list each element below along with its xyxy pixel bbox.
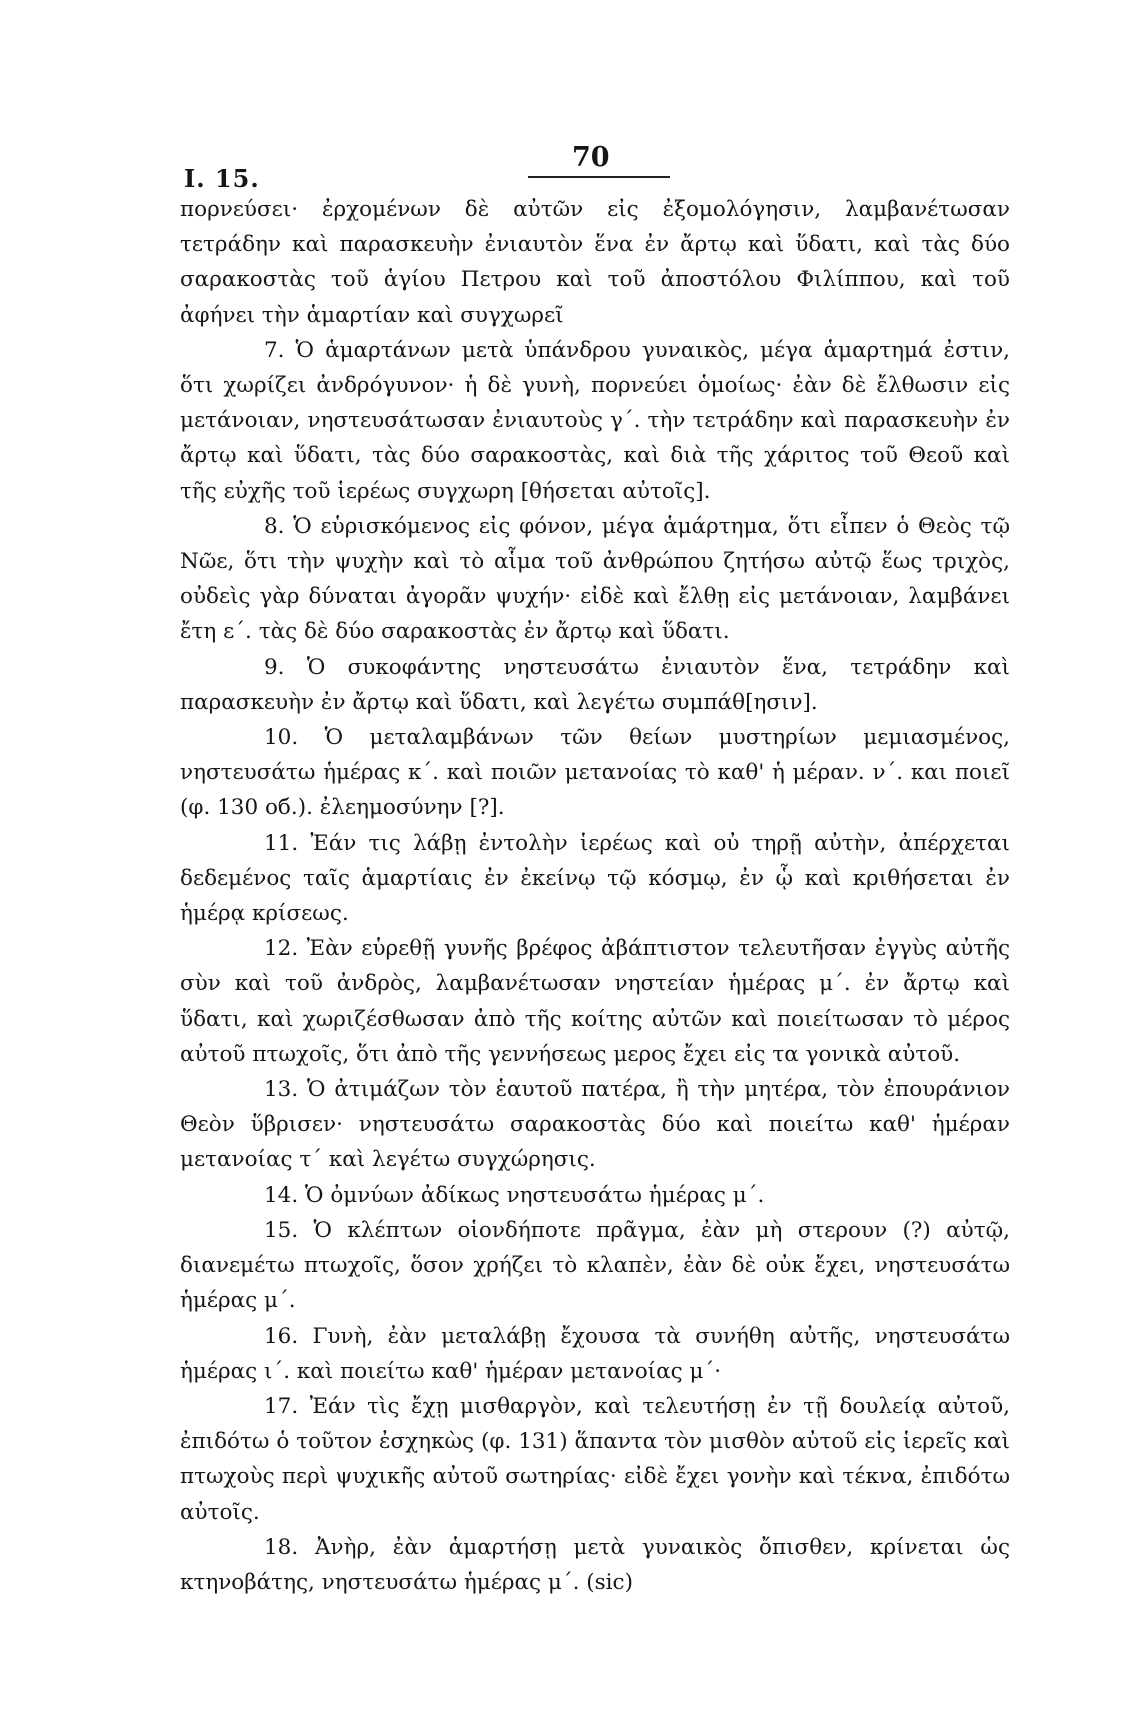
paragraph-18: 18. Ἀνὴρ, ἐὰν ἁμαρτήσῃ μετὰ γυναικὸς ὄπισθεν, κρίνεται ὡς κτηνοβάτης, νηστευσάτω ἡμέρας μ΄. (sic) — [180, 1534, 1010, 1595]
paragraph-10: 10. Ὁ μεταλαμβάνων τῶν θείων μυστηρίων μεμιασμένος, νηστευσάτω ἡμέρας κ΄. καὶ ποιῶν μετανοίας τὸ καθ' ἡ μέραν. ν΄. και ποιεῖ (φ. 130 οб.). ἐλεημοσύνην [?]. — [180, 725, 1010, 821]
paragraph-8: 8. Ὁ εὑρισκόμενος εἰς φόνον, μέγα ἁμάρτημα, ὅτι εἶπεν ὁ Θεὸς τῷ Νῶε, ὅτι τὴν ψυχὴν καὶ τὸ αἷμα τοῦ ἀνθρώπου ζητήσω αὐτῷ ἕως τριχὸς, οὐδεὶς γὰρ δύναται ἀγορᾶν ψυχήν· εἰδὲ καὶ ἔλθῃ εἰς μετάνοιαν, λαμβάνει ἔτη ε΄. τὰς δὲ δύο σαρακοστὰς ἐν ἄρτῳ καὶ ὕδατι. — [180, 513, 1010, 645]
paragraph-11: 11. Ἐάν τις λάβῃ ἐντολὴν ἱερέως καὶ οὐ τηρῇ αὐτὴν, ἀπέρχεται δεδεμένος ταῖς ἁμαρτίαις ἐν ἐκείνῳ τῷ κόσμῳ, ἐν ᾧ καὶ κριθήσεται ἐν ἡμέρᾳ κρίσεως. — [180, 830, 1010, 927]
paragraph-continuation: πορνεύσει· ἐρχομένων δὲ αὐτῶν εἰς ἐξομολόγησιν, λαμβανέτωσαν τετράδην καὶ παρασκευὴν ἐνιαυτὸν ἕνα ἐν ἄρτῳ καὶ ὕδατι, καὶ τὰς δύο σαρακοστὰς τοῦ ἁγίου Πετρου καὶ τοῦ ἀποστόλου Φιλίππου, καὶ τοῦ ἀφήνει τὴν ἁμαρτίαν καὶ συγχωρεῖ — [180, 197, 1010, 328]
paragraph-9: 9. Ὁ συκοφάντης νηστευσάτω ἐνιαυτὸν ἕνα, τετράδην καὶ παρασκευὴν ἐν ἄρτῳ καὶ ὕδατι, καὶ λεγέτω συμπάθ[ησιν]. — [180, 654, 1010, 715]
paragraph-16: 16. Γυνὴ, ἐὰν μεταλάβῃ ἔχουσα τὰ συνήθη αὐτῆς, νηστευσάτω ἡμέρας ι΄. καὶ ποιείτω καθ' ἡμέραν μετανοίας μ΄· — [180, 1323, 1010, 1384]
paragraph-7: 7. Ὁ ἁμαρτάνων μετὰ ὑπάνδρου γυναικὸς, μέγα ἁμαρτημά ἐστιν, ὅτι χωρίζει ἀνδρόγυνον· ἡ δὲ γυνὴ, πορνεύει ὁμοίως· ἐὰν δὲ ἔλθωσιν εἰς μετάνοιαν, νηστευσάτωσαν ἐνιαυτοὺς γ΄. τὴν τετράδην καὶ παρασκευὴν ἐν ἄρτῳ καὶ ὕδατι, τὰς δύο σαρακοστὰς, καὶ διὰ τῆς χάριτος τοῦ Θεοῦ καὶ τῆς εὐχῆς τοῦ ἱερέως συγχωρη [θήσεται αὐτοῖς]. — [180, 337, 1010, 504]
paragraph-12: 12. Ἐὰν εὑρεθῇ γυνῆς βρέφος ἀβάπτιστον τελευτῆσαν ἐγγὺς αὐτῆς σὺν καὶ τοῦ ἀνδρὸς, λαμβανέτωσαν νηστείαν ἡμέρας μ΄. ἐν ἄρτῳ καὶ ὕδατι, καὶ χωριζέσθωσαν ἀπὸ τῆς κοίτης αὐτῶν καὶ ποιείτωσαν τὸ μέρος αὐτοῦ πτωχοῖς, ὅτι ἀπὸ τῆς γεννήσεως μερος ἔχει εἰς τα γονικὰ αὐτοῦ. — [180, 936, 1010, 1067]
page-number: 70 — [572, 142, 610, 173]
paragraph-15: 15. Ὁ κλέπτων οἱονδήποτε πρᾶγμα, ἐὰν μὴ στερουν (?) αὐτῷ, διανεμέτω πτωχοῖς, ὅσον χρήζει τὸ κλαπὲν, ἐὰν δὲ οὐκ ἔχει, νηστευσάτω ἡμέρας μ΄. — [180, 1217, 1010, 1314]
paragraph-13: 13. Ὁ ἀτιμάζων τὸν ἑαυτοῦ πατέρα, ἢ τὴν μητέρα, τὸν ἐπουράνιον Θεὸν ὕβρισεν· νηστευσάτω σαρακοστὰς δύο καὶ ποιείτω καθ' ἡμέραν μετανοίας τ΄ καὶ λεγέτω συγχώρησις. — [180, 1077, 1010, 1173]
text-body — [180, 192, 1010, 1600]
header-rule — [528, 176, 670, 178]
paragraph-14: 14. Ὁ ὀμνύων ἀδίκως νηστευσάτω ἡμέρας μ΄. — [264, 1182, 765, 1208]
paragraph-17: 17. Ἐάν τὶς ἔχῃ μισθαργὸν, καὶ τελευτήσῃ ἐν τῇ δουλείᾳ αὐτοῦ, ἐπιδότω ὁ τοῦτον ἐσχηκὼς (φ. 131) ἅπαντα τὸν μισθὸν αὐτοῦ εἰς ἱερεῖς καὶ πτωχοὺς περὶ ψυχικῆς αὐτοῦ σωτηρίας· εἰδὲ ἔχει γονὴν καὶ τέκνα, ἐπιδότω αὐτοῖς. — [180, 1393, 1010, 1525]
signature-mark: I. 15. — [184, 164, 260, 193]
